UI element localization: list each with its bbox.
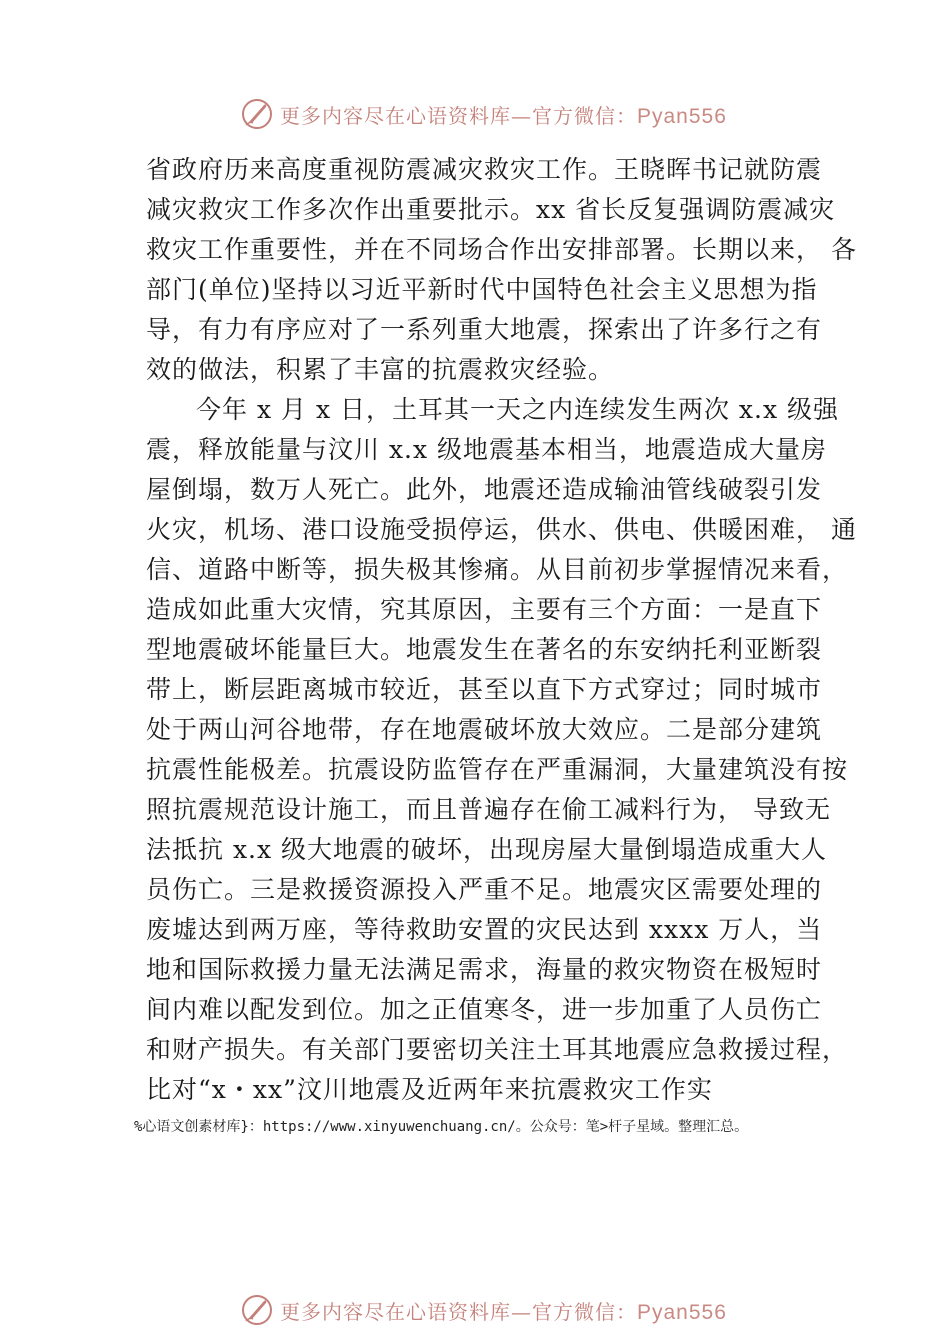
banner-wechat-handle: Pyan556 (637, 1300, 727, 1324)
text-line: 导，有力有序应对了一系列重大地震，探索出了许多行之有 (146, 315, 823, 344)
text-line: 带上，断层距离城市较近，甚至以直下方式穿过；同时城市 (146, 675, 823, 704)
banner-text: 更多内容尽在心语资料库—官方微信：Pyan556 (280, 1299, 727, 1324)
paragraph-1 (146, 150, 857, 390)
document-body (146, 150, 857, 1110)
banner-wechat-handle: Pyan556 (637, 104, 727, 128)
text-line: 照抗震规范设计施工，而且普遍存在偷工减料行为， 导致无 (146, 795, 831, 824)
text-line: 处于两山河谷地带，存在地震破坏放大效应。二是部分建筑 (146, 715, 823, 744)
source-footnote: %心语文创素材库}：https://www.xinyuwenchuang.cn/。公众号：笔>杆子星域。整理汇总。 (134, 1119, 749, 1135)
text-line: 减灾救灾工作多次作出重要批示。xx 省长反复强调防震减灾 (146, 195, 836, 224)
text-line: 震，释放能量与汶川 x.x 级地震基本相当，地震造成大量房 (146, 435, 828, 464)
text-line: 抗震性能极差。抗震设防监管存在严重漏洞，大量建筑没有按 (146, 755, 849, 784)
quill-pen-logo-icon (240, 97, 274, 131)
text-line: 法抵抗 x.x 级大地震的破坏，出现房屋大量倒塌造成重大人 (146, 835, 828, 864)
text-line: 废墟达到两万座，等待救助安置的灾民达到 xxxx 万人，当 (146, 915, 823, 944)
text-line: 造成如此重大灾情，究其原因，主要有三个方面：一是直下 (146, 595, 823, 624)
text-line: 员伤亡。三是救援资源投入严重不足。地震灾区需要处理的 (146, 875, 823, 904)
text-line: 信、道路中断等，损失极其惨痛。从目前初步掌握情况来看， (146, 555, 849, 584)
quill-pen-logo-icon (240, 1293, 274, 1327)
banner-text: 更多内容尽在心语资料库—官方微信：Pyan556 (280, 103, 727, 128)
text-line: 间内难以配发到位。加之正值寒冬，进一步加重了人员伤亡 (146, 995, 823, 1024)
text-line: 型地震破坏能量巨大。地震发生在著名的东安纳托利亚断裂 (146, 635, 823, 664)
text-line: 部门(单位)坚持以习近平新时代中国特色社会主义思想为指 (146, 275, 818, 304)
paragraph-2 (146, 390, 857, 1110)
text-line: 和财产损失。有关部门要密切关注土耳其地震应急救援过程， (146, 1035, 849, 1064)
footer-banner (240, 1290, 760, 1330)
text-line: 比对“x・xx”汶川地震及近两年来抗震救灾工作实 (146, 1075, 713, 1104)
text-line: 救灾工作重要性，并在不同场合作出安排部署。长期以来， 各 (146, 235, 857, 264)
text-line: 火灾，机场、港口设施受损停运，供水、供电、供暖困难， 通 (146, 515, 857, 544)
text-line: 效的做法，积累了丰富的抗震救灾经验。 (146, 355, 615, 384)
text-line: 地和国际救援力量无法满足需求，海量的救灾物资在极短时 (146, 955, 823, 984)
text-line: 屋倒塌，数万人死亡。此外，地震还造成输油管线破裂引发 (146, 475, 823, 504)
header-banner (240, 94, 760, 134)
text-line: 今年 x 月 x 日，土耳其一天之内连续发生两次 x.x 级强 (196, 395, 840, 424)
text-line: 省政府历来高度重视防震减灾救灾工作。王晓晖书记就防震 (146, 155, 823, 184)
